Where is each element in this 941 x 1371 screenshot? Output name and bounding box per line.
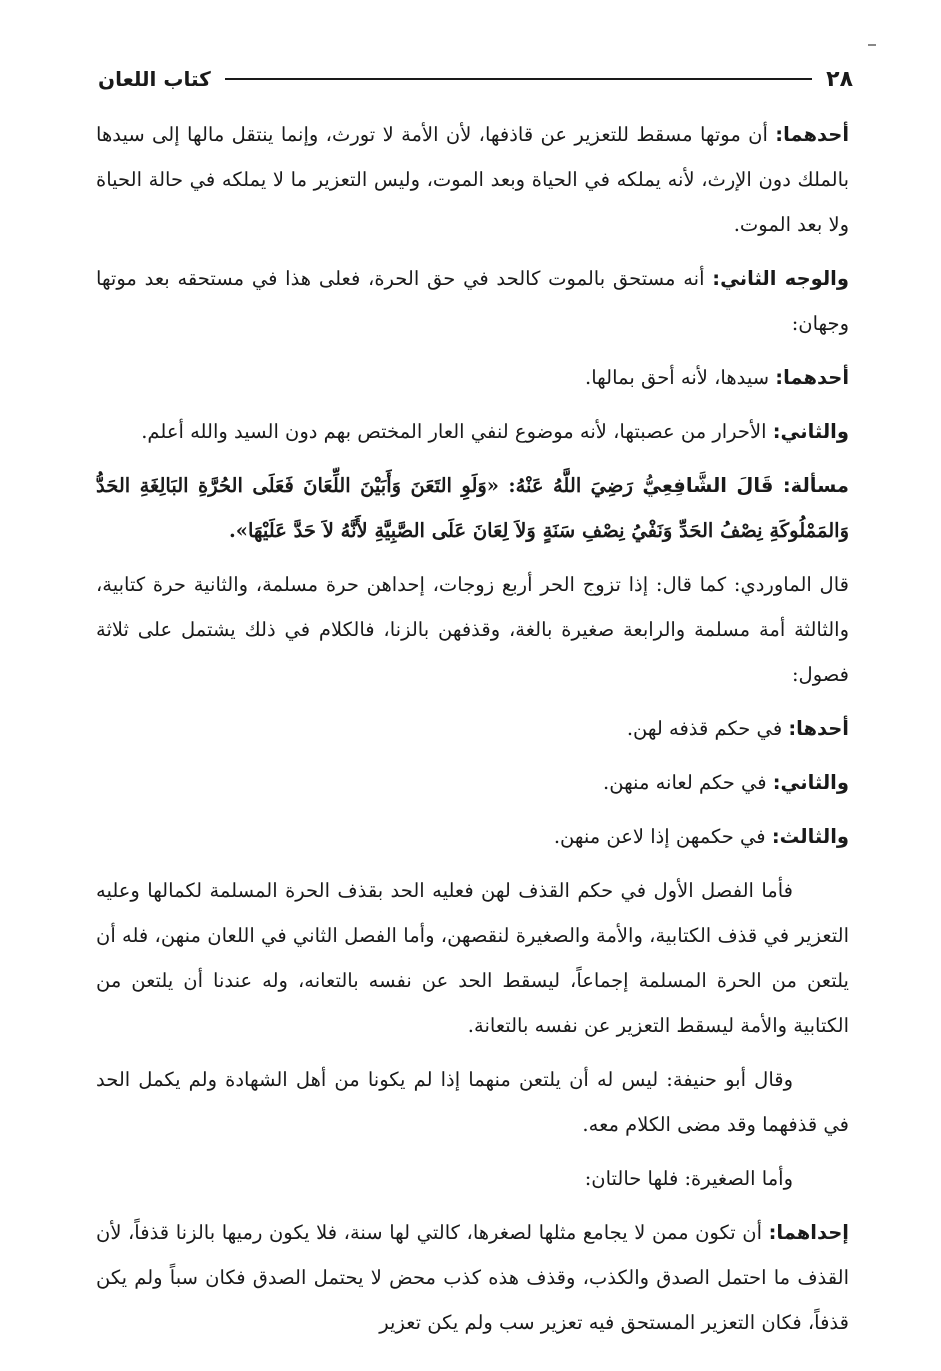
paragraph <box>96 706 849 751</box>
paragraph <box>96 256 849 346</box>
paragraph <box>96 1057 849 1147</box>
paragraph <box>96 112 849 247</box>
margin-mark <box>868 44 876 46</box>
paragraph-text: وأما الصغيرة: فلها حالتان: <box>584 1167 793 1190</box>
paragraph-text: رَضِيَ اللَّهُ عَنْهُ: «وَلَوِ التَعَنَ وَأَبَيْنَ اللِّعَانَ فَعَلَى الحُرَّةِ البَالِغَةِ الحَدُّ وَالمَمْلُوكَةِ نِصْفُ الحَدِّ وَنَفْيُ نِصْفِ سَنَةٍ وَلاَ لِعَانَ عَلَى الصَّبِيَّةِ لأَنَّهُ لاَ حَدَّ عَلَيْهَا». <box>96 474 849 542</box>
paragraph <box>96 1156 849 1201</box>
paragraph <box>96 562 849 697</box>
paragraph-lead: والثاني: <box>772 420 849 443</box>
paragraph-text: أن موتها مسقط للتعزير عن قاذفها، لأن الأمة لا تورث، وإنما ينتقل مالها إلى سيدها بالملك دون الإرث، لأنه يملكه في الحياة وبعد الموت، وليس التعزير ما لا يملكه في حالة الحياة ولا بعد الموت. <box>96 123 849 236</box>
page-header <box>98 62 853 96</box>
paragraph <box>96 355 849 400</box>
masala-paragraph <box>96 463 849 553</box>
paragraph-text: في حكم لعانه منهن. <box>603 771 773 794</box>
paragraph-text: أنه مستحق بالموت كالحد في حق الحرة، فعلى هذا في مستحقه بعد موتها وجهان: <box>96 267 849 335</box>
page-body <box>96 112 849 1354</box>
paragraph-lead: والوجه الثاني: <box>712 267 849 290</box>
paragraph-lead: أحدهما: <box>775 366 849 389</box>
paragraph <box>96 760 849 805</box>
paragraph-text: فأما الفصل الأول في حكم القذف لهن فعليه الحد بقذف الحرة المسلمة لكمالها وعليه التعزير في قذف الكتابية، والأمة والصغيرة لنقصهن، وأما الفصل الثاني في اللعان منهن، فله أن يلتعن من الحرة المسلمة إجماعاً، ليسقط الحد عن نفسه بالتعانه، وله عندنا أن يلتعن من الكتابية والأمة ليسقط التعزير عن نفسه بالتعانة. <box>96 879 849 1037</box>
page-number: ٢٨ <box>826 66 853 92</box>
paragraph-text: في حكم قذفه لهن. <box>626 717 789 740</box>
paragraph-lead: والثاني: <box>772 771 849 794</box>
paragraph-text: في حكمهن إذا لاعن منهن. <box>553 825 772 848</box>
paragraph-text: وقال أبو حنيفة: ليس له أن يلتعن منهما إذا لم يكونا من أهل الشهادة ولم يكمل الحد في قذفهما وقد مضى الكلام معه. <box>96 1068 849 1136</box>
paragraph-text: سيدها، لأنه أحق بمالها. <box>585 366 776 389</box>
paragraph <box>96 868 849 1048</box>
header-rule <box>225 78 812 80</box>
paragraph-lead: والثالث: <box>771 825 849 848</box>
paragraph-text: قال الماوردي: كما قال: إذا تزوج الحر أربع زوجات، إحداهن حرة مسلمة، والثانية حرة كتابية، والثالثة أمة مسلمة والرابعة صغيرة بالغة، وقذفهن بالزنا، فالكلام في ذلك يشتمل على ثلاثة فصول: <box>96 573 849 686</box>
paragraph-text: الأحرار من عصبتها، لأنه موضوع لنفي العار المختص بهم دون السيد والله أعلم. <box>141 420 773 443</box>
paragraph <box>96 409 849 454</box>
paragraph-text: أن تكون ممن لا يجامع مثلها لصغرها، كالتي لها سنة، فلا يكون رميها بالزنا قذفاً، لأن القذف ما احتمل الصدق والكذب، وقذف هذه كذب محض لا يحتمل الصدق فكان سباً ولم يكن قذفاً، فكان التعزير المستحق فيه تعزير سب ولم يكن تعزير <box>96 1221 849 1334</box>
paragraph-lead: أحدهما: <box>775 123 849 146</box>
paragraph <box>96 814 849 859</box>
paragraph <box>96 1210 849 1345</box>
paragraph-lead: أحدها: <box>788 717 849 740</box>
book-title: كتاب اللعان <box>98 67 211 91</box>
paragraph-lead: مسألة: قَالَ الشَّافِعِيُّ <box>642 474 850 497</box>
paragraph-lead: إحداهما: <box>768 1221 849 1244</box>
